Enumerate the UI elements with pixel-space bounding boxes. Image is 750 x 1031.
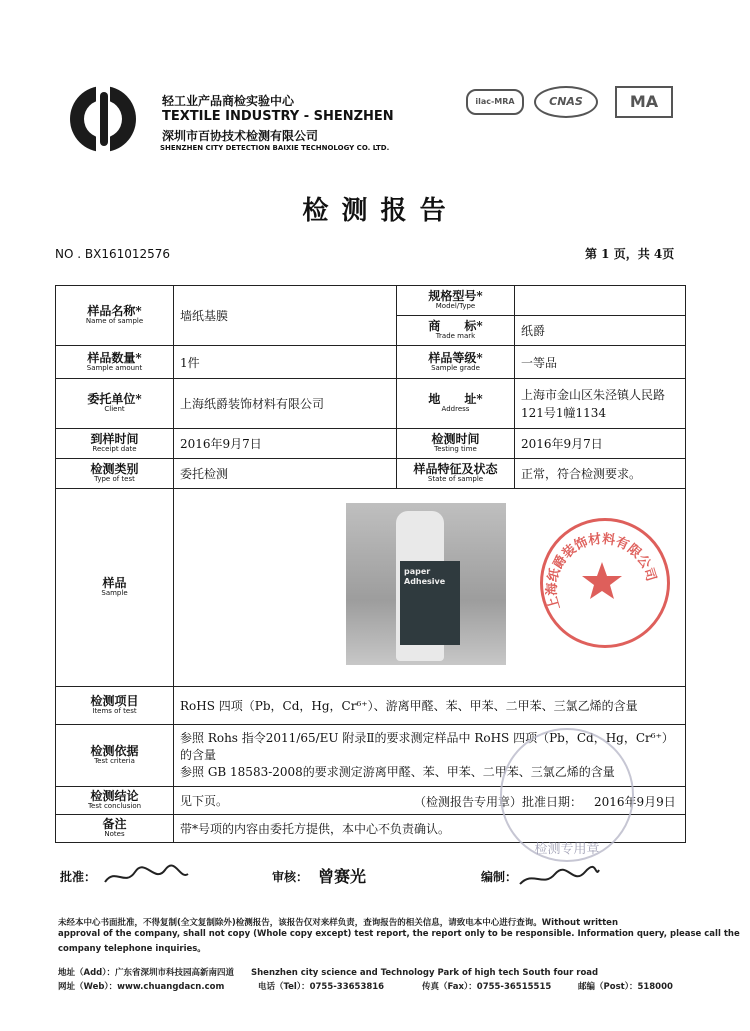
client-stamp-text: 上海纸爵装饰材料有限公司 — [544, 531, 659, 612]
grade-label: 样品等级* Sample grade — [397, 346, 515, 379]
criteria-line-1: 参照 Rohs 指令2011/65/EU 附录Ⅱ的要求测定样品中 RoHS 四项（Pb，Cd，Hg，Cr⁶⁺） — [180, 731, 674, 746]
notes-label: 备注 Notes — [56, 815, 174, 843]
testing-value: 2016年9月7日 — [515, 429, 686, 459]
header-cn-title: 轻工业产品商检实验中心 — [162, 94, 295, 108]
client-label: 委托单位* Client — [56, 379, 174, 429]
trademark-value: 纸爵 — [515, 316, 686, 346]
footer-web: 网址（Web）：www.chuangdacn.com — [58, 982, 225, 992]
amount-label: 样品数量* Sample amount — [56, 346, 174, 379]
footer-address: 地址（Add）：广东省深圳市科技园高新南四道 Shenzhen city science and Technology Park of high tech South four road — [58, 968, 599, 978]
sample-name-value: 墙纸基膜 — [174, 286, 397, 346]
header-en-title: TEXTILE INDUSTRY - SHENZHEN — [162, 109, 394, 124]
seal-note: （检测报告专用章）批准日期： — [414, 795, 583, 809]
sample-label: 样品 Sample — [56, 489, 174, 687]
header-company-cn: 深圳市百协技术检测有限公司 — [162, 129, 319, 143]
criteria-line-3: 参照 GB 18583-2008的要求测定游离甲醛、苯、甲苯、二甲苯、三氯乙烯的含量 — [180, 764, 615, 779]
disclaimer-line-1: 未经本中心书面批准，不得复制(全文复制除外)检测报告，该报告仅对来样负责，查询报告的相关信息，请致电本中心进行查询。Without written — [58, 918, 618, 928]
test-type-label: 检测类别 Type of test — [56, 459, 174, 489]
sample-name-label: 样品名称* Name of sample — [56, 286, 174, 346]
cnas-logo: CNAS — [534, 86, 598, 118]
grade-value: 一等品 — [515, 346, 686, 379]
criteria-label: 检测依据 Test criteria — [56, 725, 174, 787]
disclaimer-line-3: company telephone inquiries。 — [58, 944, 206, 954]
header-company-en: SHENZHEN CITY DETECTION BAIXIE TECHNOLOGY CO. LTD. — [160, 144, 390, 152]
state-value: 正常，符合检测要求。 — [515, 459, 686, 489]
logo-stem — [100, 92, 108, 146]
compile-label: 编制： — [481, 870, 518, 884]
client-stamp — [540, 518, 670, 648]
disclaimer-line-2: approval of the company, shall not copy (Whole copy except) test report, the report only to be responsible. Information query, please call the — [58, 929, 740, 939]
footer-post: 邮编（Post）：518000 — [578, 982, 673, 992]
footer-fax: 传真（Fax）：0755-36515515 — [422, 982, 552, 992]
cma-logo: MA — [615, 86, 673, 118]
receipt-value: 2016年9月7日 — [174, 429, 397, 459]
review-label: 审核： — [272, 870, 309, 884]
approve-signature — [100, 862, 190, 890]
receipt-label: 到样时间 Receipt date — [56, 429, 174, 459]
sample-photo — [346, 503, 506, 665]
compile-signature — [515, 862, 600, 892]
report-seal-text: 检测专用章 — [534, 842, 600, 857]
state-label: 样品特征及状态 State of sample — [397, 459, 515, 489]
address-label: 地 址* Address — [397, 379, 515, 429]
review-signature: 曾赛光 — [318, 867, 367, 886]
model-value — [515, 286, 686, 316]
testing-label: 检测时间 Testing time — [397, 429, 515, 459]
approve-label: 批准： — [60, 870, 97, 884]
test-type-value: 委托检测 — [174, 459, 397, 489]
report-seal — [500, 728, 634, 862]
report-number: NO . BX161012576 — [55, 247, 171, 261]
approval-date: 2016年9月9日 — [594, 795, 676, 809]
footer-tel: 电话（Tel）：0755-33653816 — [258, 982, 385, 992]
items-value: RoHS 四项（Pb，Cd，Hg，Cr⁶⁺）、游离甲醛、苯、甲苯、二甲苯、三氯乙烯的含量 — [174, 687, 686, 725]
trademark-label: 商 标* Trade mark — [397, 316, 515, 346]
model-label: 规格型号* Model/Type — [397, 286, 515, 316]
conclusion-label: 检测结论 Test conclusion — [56, 787, 174, 815]
ilac-mra-logo: ilac-MRA — [466, 89, 524, 115]
items-label: 检测项目 Items of test — [56, 687, 174, 725]
criteria-line-2: 的含量 — [180, 748, 217, 763]
amount-value: 1件 — [174, 346, 397, 379]
page-info: 第 1 页，共 4页 — [585, 247, 675, 261]
address-value: 上海市金山区朱泾镇人民路121号1幢1134 — [515, 379, 686, 429]
conclusion-text: 见下页。 — [180, 794, 229, 808]
notes-value: 带*号项的内容由委托方提供，本中心不负责确认。 — [174, 815, 686, 843]
client-value: 上海纸爵装饰材料有限公司 — [174, 379, 397, 429]
document-title: 检 测 报 告 — [302, 196, 448, 226]
bottle-label-text: paper Adhesive — [404, 567, 446, 587]
